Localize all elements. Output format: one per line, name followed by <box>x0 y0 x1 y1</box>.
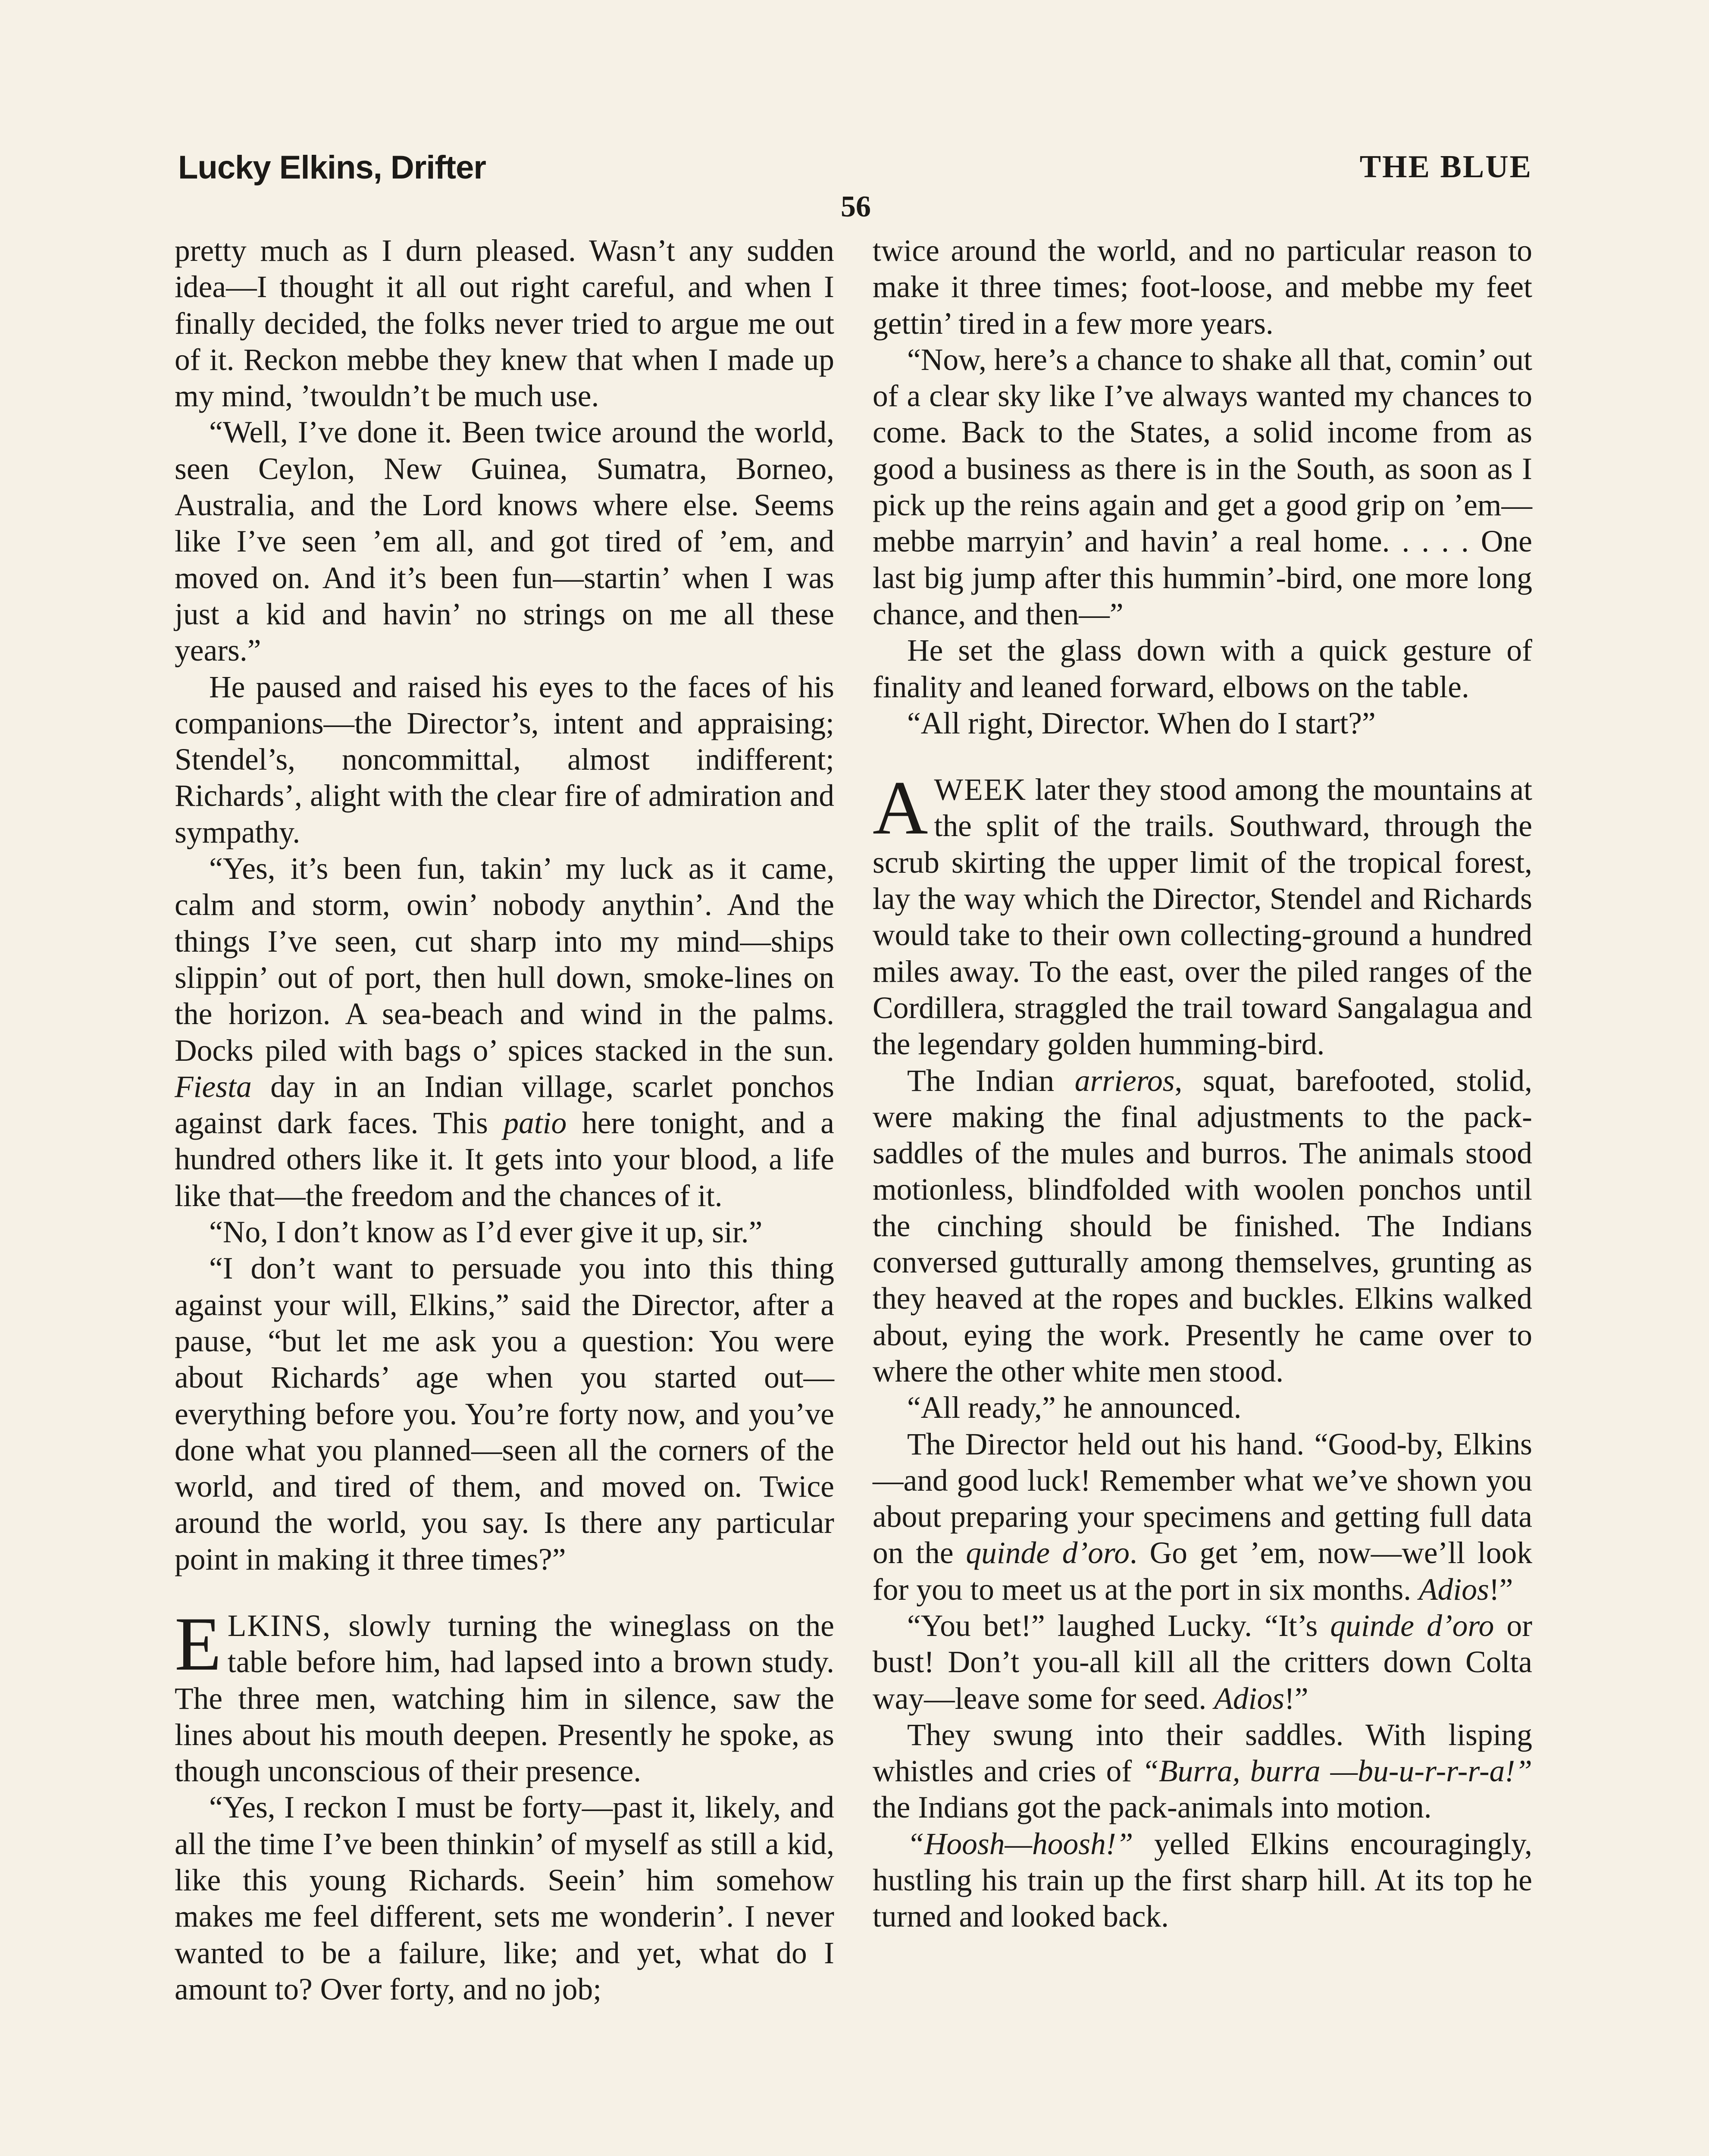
drop-cap: E <box>175 1601 222 1686</box>
paragraph: The Indian arrieros, squat, barefooted, stolid, were making the final adjustments to the pack-saddles of the mules and burros. The animals stood motionless, blindfolded with woolen ponchos until the cinching should be finished. The Indians conversed gutturally among themselves, grunting as they heaved at the ropes and buckles. Elkins walked about, eying the work. Presently he came over to where the other white men stood. <box>873 1063 1532 1388</box>
paragraph: “You bet!” laughed Lucky. “It’s quinde d’oro or bust! Don’t you-all kill all the critters down Colta way—leave some for seed. Adios!” <box>873 1608 1532 1716</box>
paragraph: pretty much as I durn pleased. Wasn’t any sudden idea—I thought it all out right careful, and when I finally decided, the folks never tried to argue me out of it. Reckon mebbe they knew that when I made up my mind, ’twouldn’t be much use. <box>175 234 834 414</box>
left-column <box>175 233 834 2008</box>
paragraph: They swung into their saddles. With lisping whistles and cries of “Burra, burra —bu-u-r-r-r-a!” the Indians got the pack-animals into motion. <box>873 1717 1533 1825</box>
paragraph: “All right, Director. When do I start?” <box>907 706 1376 740</box>
paragraph: “No, I don’t know as I’d ever give it up, sir.” <box>209 1215 763 1250</box>
paragraph: He paused and raised his eyes to the faces of his companions—the Director’s, intent and appraising; Stendel’s, noncommittal, almost indifferent; Richards’, alight with the clear fire of admiration and sympathy. <box>175 670 834 849</box>
right-column <box>873 233 1532 1935</box>
paragraph: “Well, I’ve done it. Been twice around the world, seen Ceylon, New Guinea, Sumatra, Borneo, Australia, and the Lord knows where else. Seems like I’ve seen ’em all, and got tired of ’em, and moved on. And it’s been fun—startin’ when I was just a kid and havin’ no strings on me all these years.” <box>175 415 834 668</box>
section-opening-paragraph: AWEEK later they stood among the mountains at the split of the trails. Southward, through the scrub skirting the upper limit of the tropical forest, lay the way which the Director, Stendel and Richards would take to their own collecting-ground a hundred miles away. To the east, over the piled ranges of the Cordillera, straggled the trail toward Sangalagua and the legendary golden humming-bird. <box>873 765 1532 1062</box>
paragraph: The Director held out his hand. “Good-by, Elkins—and good luck! Remember what we’ve shown you about preparing your specimens and getting full data on the quinde d’oro. Go get ’em, now—we’ll look for you to meet us at the port in six months. Adios!” <box>873 1427 1532 1607</box>
paragraph: “Yes, it’s been fun, takin’ my luck as it came, calm and storm, owin’ nobody anythin’. And the things I’ve seen, cut sharp into my mind—ships slippin’ out of port, then hull down, smoke-lines on the horizon. A sea-beach and wind in the palms. Docks piled with bags o’ spices stacked in the sun. Fiesta day in an Indian village, scarlet ponchos against dark faces. This patio here tonight, and a hundred others like it. It gets into your blood, a life like that—the freedom and the chances of it. <box>175 852 834 1213</box>
paragraph: “Yes, I reckon I must be forty—past it, likely, and all the time I’ve been thinkin’ of myself as still a kid, like this young Richards. Seein’ him somehow makes me feel different, sets me wonderin’. I never wanted to be a failure, like; and yet, what do I amount to? Over forty, and no job; <box>175 1790 834 2006</box>
paragraph: “Hoosh—hoosh!” yelled Elkins encouragingly, hustling his train up the first sharp hill. At its top he turned and looked back. <box>873 1827 1532 1934</box>
magazine-title: THE BLUE <box>1359 149 1532 185</box>
section-opening-paragraph: ELKINS, slowly turning the wineglass on the table before him, had lapsed into a brown study. The three men, watching him in silence, saw the lines about his mouth deepen. Presently he spoke, as though unconscious of their presence. <box>175 1601 834 1789</box>
drop-cap: A <box>873 765 928 851</box>
page-number: 56 <box>841 190 871 223</box>
paragraph: “Now, here’s a chance to shake all that, comin’ out of a clear sky like I’ve always wanted my chances to come. Back to the States, a solid income from as good a business as there is in the South, as soon as I pick up the reins again and get a good grip on ’em—mebbe marryin’ and havin’ a real home. . . . . One last big jump after this hummin’-bird, one more long chance, and then—” <box>873 342 1532 631</box>
paragraph: “I don’t want to persuade you into this thing against your will, Elkins,” said the Director, after a pause, “but let me ask you a question: You were about Richards’ age when you started out—everything before you. You’re forty now, and you’ve done what you planned—seen all the corners of the world, and tired of them, and moved on. Twice around the world, you say. Is there any particular point in making it three times?” <box>175 1251 834 1576</box>
paragraph: He set the glass down with a quick gesture of finality and leaned forward, elbows on the table. <box>873 633 1532 704</box>
paragraph: twice around the world, and no particular reason to make it three times; foot-loose, and mebbe my feet gettin’ tired in a few more years. <box>873 234 1532 341</box>
paragraph: “All ready,” he announced. <box>907 1391 1242 1425</box>
running-title: Lucky Elkins, Drifter <box>178 149 486 186</box>
